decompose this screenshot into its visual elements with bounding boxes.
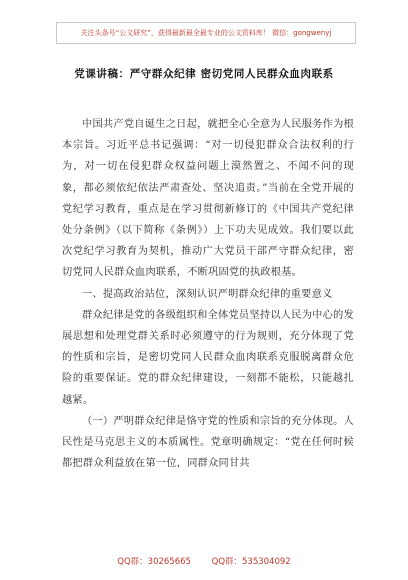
document-title: 党课讲稿：严守群众纪律 密切党同人民群众血肉联系 [74, 68, 334, 80]
footer-contacts [0, 555, 408, 567]
paragraph-discipline: 群众纪律是党的各级组织和全体党员坚持以人民为中心的发展思想和处理党群关系时必须遵守的行为规则，充分体现了党的性质和宗旨，是密切党同人民群众血肉联系克服脱离群众危险的重要保证。党的群众纪律建设，一刻都不能松，只能越扎越紧。 [62, 309, 354, 406]
paragraph-subsection-1: （一）严明群众纪律是恪守党的性质和宗旨的充分体现。人民性是马克思主义的本质属性。党章明确规定：“党在任何时候都把群众利益放在第一位，同群众同甘共 [62, 415, 354, 470]
footer-qq-group-1: QQ群：30265665 [117, 557, 191, 567]
header-banner [56, 22, 356, 44]
footer-qq-group-2: QQ群：535304092 [211, 557, 291, 567]
header-banner-text: 关注头条号“公文研究”，获得最新最全最专业的公文资料库！ 微信：gongwenyj [80, 29, 332, 37]
section-heading-1: 一、提高政治站位，深刻认识严明群众纪律的重要意义 [82, 288, 333, 300]
document-body [62, 114, 354, 474]
paragraph-intro: 中国共产党自诞生之日起，就把全心全意为人民服务作为根本宗旨。习近平总书记强调：“对一切侵犯群众合法权利的行为，对一切在侵犯群众权益问题上漠然置之、不闻不问的现象，都必须依纪依法严肃查处、坚决追责。”当前在全党开展的党纪学习教育，重点是在学习贯彻新修订的《中国共产党纪律处分条例》（以下简称《条例》）上下功夫见成效。我们要以此次党纪学习教育为契机，推动广大党员干部严守群众纪律，密切党同人民群众血肉联系，不断巩固党的执政根基。 [62, 119, 354, 279]
